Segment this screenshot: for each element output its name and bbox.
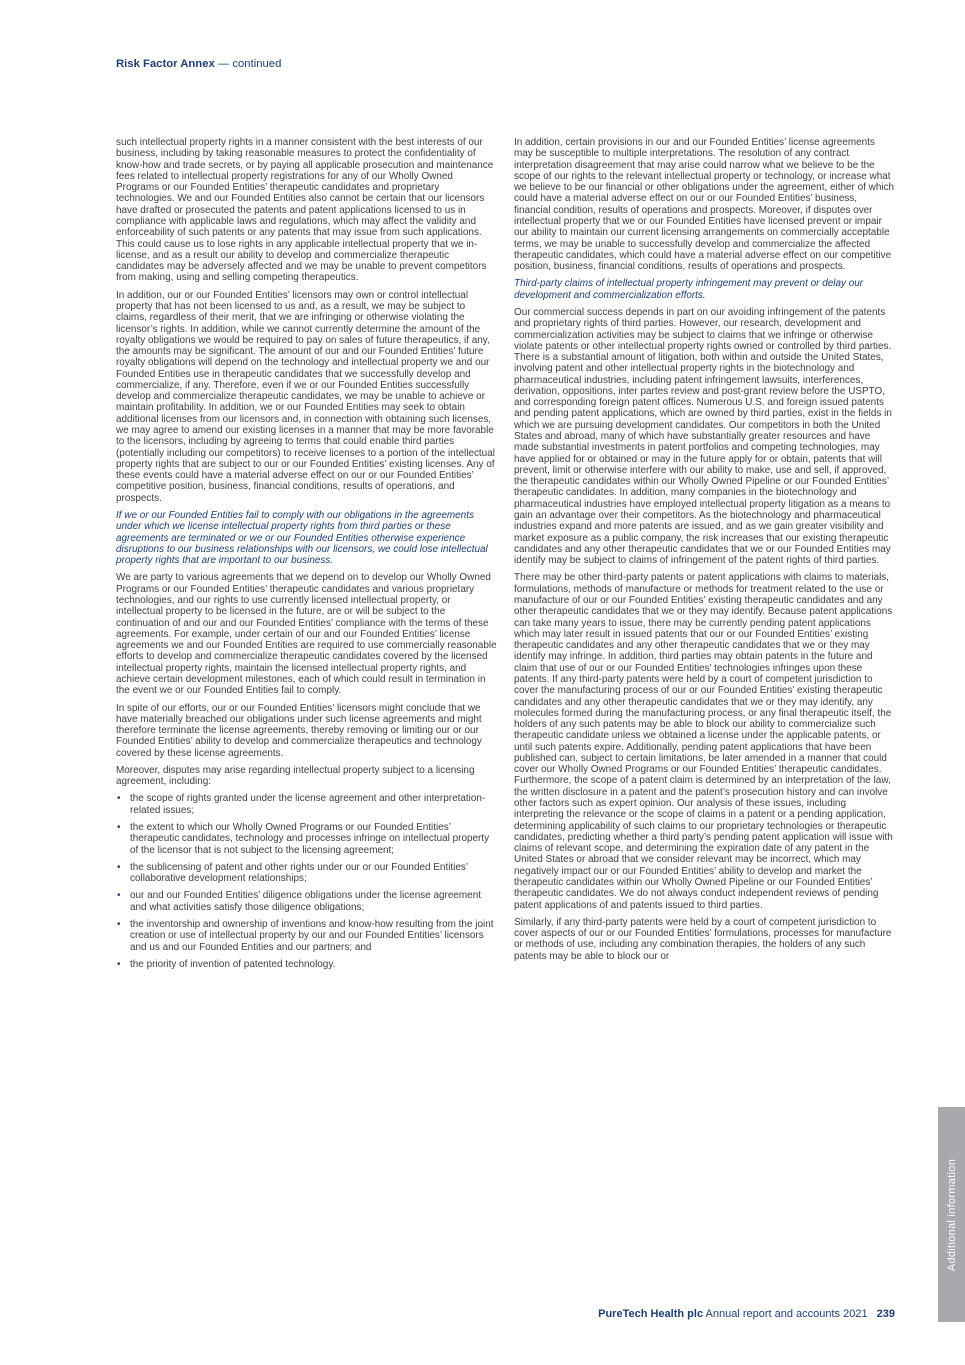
- list-item: • the scope of rights granted under the license agreement and other interpretation-related issues;: [116, 793, 498, 816]
- left-column: [116, 137, 498, 976]
- paragraph: Our commercial success depends in part on our avoiding infringement of the patents and proprietary rights of third parties. However, our research, development and commercialization activities may be subject to claims that we infringe or otherwise violate patents or other intellectual property rights owned or controlled by third parties. There is a substantial amount of litigation, both within and outside the United States, involving patent and other intellectual property rights in the biotechnology and pharmaceutical industries, including patent infringement lawsuits, interferences, derivation, oppositions, inter partes review and post-grant review before the USPTO, and corresponding foreign patent offices. Numerous U.S. and foreign issued patents and pending patent applications, which are owned by third parties, exist in the fields in which we are pursuing development candidates. Our competitors in both the United States and abroad, many of which have substantially greater resources and have made substantial investments in patent portfolios and competing technologies, may have applied for or obtained or may in the future apply for or obtain, patents that will prevent, limit or otherwise interfere with our ability to make, use and sell, if approved, the therapeutic candidates within our Wholly Owned Pipeline or our Founded Entities’ therapeutic candidates. In addition, many companies in the biotechnology and pharmaceutical industries have employed intellectual property litigation as a means to gain an advantage over their competitors. As the biotechnology and pharmaceutical industries expand and more patents are issued, and as we gain greater visibility and market exposure as a public company, the risk increases that our existing therapeutic candidates and any other therapeutic candidates that we or our Founded Entities may identify may be subject to claims of infringement of the patent rights of third parties.: [514, 306, 892, 567]
- paragraph: In addition, certain provisions in our and our Founded Entities’ license agreements may be susceptible to multiple interpretations. The resolution of any contract interpretation disagreement that may arise could narrow what we believe to be the scope of our rights to the relevant intellectual property or technology, or increase what we believe to be our financial or other obligations under the agreement, either of which could have a material adverse effect on our or our Founded Entities’ business, financial condition, results of operations and prospects. Moreover, if disputes over intellectual property that we or our Founded Entities have licensed prevent or impair our ability to maintain our current licensing arrangements on commercially acceptable terms, we may be unable to successfully develop and commercialize the affected therapeutic candidates, which could have a material adverse effect on our competitive position, business, financial conditions, results of operations and prospects.: [514, 137, 895, 273]
- subheading: Third-party claims of intellectual property infringement may prevent or delay our development and commercialization efforts.: [514, 278, 864, 301]
- list-item: • our and our Founded Entities’ diligence obligations under the license agreement and what activities satisfy those diligence obligations;: [116, 890, 498, 913]
- report-title: Annual report and accounts 2021: [705, 1308, 868, 1320]
- paragraph: Moreover, disputes may arise regarding intellectual property subject to a licensing agreement, including:: [116, 764, 475, 788]
- list-item: • the extent to which our Wholly Owned Programs or our Founded Entities’ therapeutic candidates, technology and processes infringe on intellectual property of the licensor that is not subject to the licensing agreement;: [116, 822, 498, 856]
- list-item: • the priority of invention of patented technology.: [116, 959, 498, 970]
- side-tab-label: Additional information: [945, 1158, 958, 1271]
- list-item: • the inventorship and ownership of inventions and know-how resulting from the joint creation or use of intellectual property by our and our Founded Entities’ licensors and us and our Founded Entities and our partners; and: [116, 919, 498, 953]
- paragraph: In addition, our or our Founded Entities’ licensors may own or control intellectual property that has not been licensed to us and, as a result, we may be subject to claims, regardless of their merit, that we are infringing or otherwise violating the licensor’s rights. In addition, while we cannot currently determine the amount of the royalty obligations we would be required to pay on sales of future therapeutics, if any, the amounts may be significant. The amount of our and our Founded Entities’ future royalty obligations will depend on the technology and intellectual property we and our Founded Entities use in therapeutic candidates that we successfully develop and commercialize, if any. Therefore, even if we or our Founded Entities successfully develop and commercialize therapeutic candidates, we may be unable to achieve or maintain profitability. In addition, we or our Founded Entities may seek to obtain additional licenses from our licensors and, in connection with obtaining such licenses, we may agree to amend our existing licenses in a manner that may be more favorable to the licensors, including by agreeing to terms that could enable third parties (potentially including our competitors) to receive licenses to a portion of the intellectual property rights that are subject to our or our Founded Entities’ existing licenses. Any of these events could have a material adverse effect on our or our Founded Entities’ competitive position, business, financial conditions, results of operations, and prospects.: [116, 289, 495, 504]
- list-item: • the sublicensing of patent and other rights under our or our Founded Entities’ collaborative development relationships;: [116, 862, 498, 885]
- dispute-list: [116, 793, 498, 970]
- paragraph: Similarly, if any third-party patents were held by a court of competent jurisdiction to cover aspects of our or our Founded Entities’ formulations, processes for manufacture or methods of use, including any combination therapies, the holders of any such patents may be able to block our or: [514, 916, 892, 962]
- company-name: PureTech Health plc: [598, 1308, 704, 1320]
- section-title: Risk Factor Annex: [116, 58, 215, 70]
- page-footer: [598, 1308, 895, 1320]
- paragraph: We are party to various agreements that we depend on to develop our Wholly Owned Programs or our Founded Entities’ therapeutic candidates and various proprietary technologies, and our rights to use currently licensed intellectual property, or intellectual property to be licensed in the future, are or will be subject to the continuation of and our and our Founded Entities’ compliance with the terms of these agreements. For example, under certain of our and our Founded Entities’ license agreements we and our Founded Entities are required to use commercially reasonable efforts to develop and commercialize therapeutic candidates covered by the licensed intellectual property rights, maintain the licensed intellectual property rights, and achieve certain development milestones, each of which could result in termination in the event we or our Founded Entities fail to comply.: [116, 572, 497, 697]
- right-column: [514, 137, 896, 968]
- subheading: If we or our Founded Entities fail to comply with our obligations in the agreements under which we license intellectual property rights from third parties or these agreements are terminated or we or our Founded Entities otherwise experience disruptions to our business relationships with our licensors, we could lose intellectual property rights that are important to our business.: [116, 510, 488, 567]
- page-number: 239: [876, 1308, 895, 1320]
- running-header: [116, 58, 281, 70]
- paragraph: In spite of our efforts, our or our Founded Entities’ licensors might conclude that we have materially breached our obligations under such license agreements and might therefore terminate the license agreements, thereby removing or limiting our or our Founded Entities’ ability to develop and commercialize therapeutics and technology covered by these license agreements.: [116, 702, 482, 759]
- paragraph: such intellectual property rights in a manner consistent with the best interests of our business, including by taking reasonable measures to protect the confidentiality of know-how and trade secrets, or by paying all applicable prosecution and maintenance fees related to intellectual property registrations for any of our Wholly Owned Programs or our Founded Entities’ therapeutic candidates and proprietary technologies. We and our Founded Entities also cannot be certain that our licensors have drafted or prosecuted the patents and patent applications licensed to us in compliance with applicable laws and regulations, which may affect the validity and enforceability of such patents or any patents that may issue from such applications. This could cause us to lose rights in any applicable intellectual property that we in-license, and as a result our ability to develop and commercialize therapeutic candidates may be adversely affected and we may be unable to prevent competitors from making, using and selling competing therapeutics.: [116, 137, 494, 284]
- paragraph: There may be other third-party patents or patent applications with claims to materials, formulations, methods of manufacture or methods for treatment related to the use or manufacture of our or our Founded Entities’ existing therapeutic candidates and any other therapeutic candidates that we or they may identify. Because patent applications can take many years to issue, there may be currently pending patent applications which may later result in issued patents that our or our Founded Entities’ existing therapeutic candidates and any other therapeutic candidates that we or they may identify may infringe. In addition, third parties may obtain patents in the future and claim that use of our or our Founded Entities’ technologies infringes upon these patents. If any third-party patents were held by a court of competent jurisdiction to cover the manufacturing process of our or our Founded Entities’ existing therapeutic candidates and any other therapeutic candidates that we or they may identify, any molecules formed during the manufacturing process, or any final therapeutic itself, the holders of any such patents may be able to block our ability to commercialize such therapeutic candidate unless we obtained a license under the applicable patents, or until such patents expire. Additionally, pending patent applications that have been published can, subject to certain limitations, be later amended in a manner that could cover our Wholly Owned Programs or our Founded Entities’ therapeutic candidates. Furthermore, the scope of a patent claim is determined by an interpretation of the law, the written disclosure in a patent and the patent’s prosecution history and can involve other factors such as expert opinion. Our analysis of these issues, including interpreting the relevance or the scope of claims in a patent or a pending application, determining applicability of such claims to our proprietary technologies or therapeutic candidates, predicting whether a third party’s pending patent application will issue with claims of relevant scope, and determining the expiration date of any patent in the United States or abroad that we consider relevant may be incorrect, which may negatively impact our or our Founded Entities’ ability to develop and market the therapeutic candidates within our Wholly Owned Pipeline or our Founded Entities’ therapeutic candidates. We do not always conduct independent reviews of pending patent applications of and patents issued to third parties.: [514, 572, 893, 911]
- section-continued: — continued: [217, 58, 282, 70]
- section-side-tab: [938, 1107, 965, 1322]
